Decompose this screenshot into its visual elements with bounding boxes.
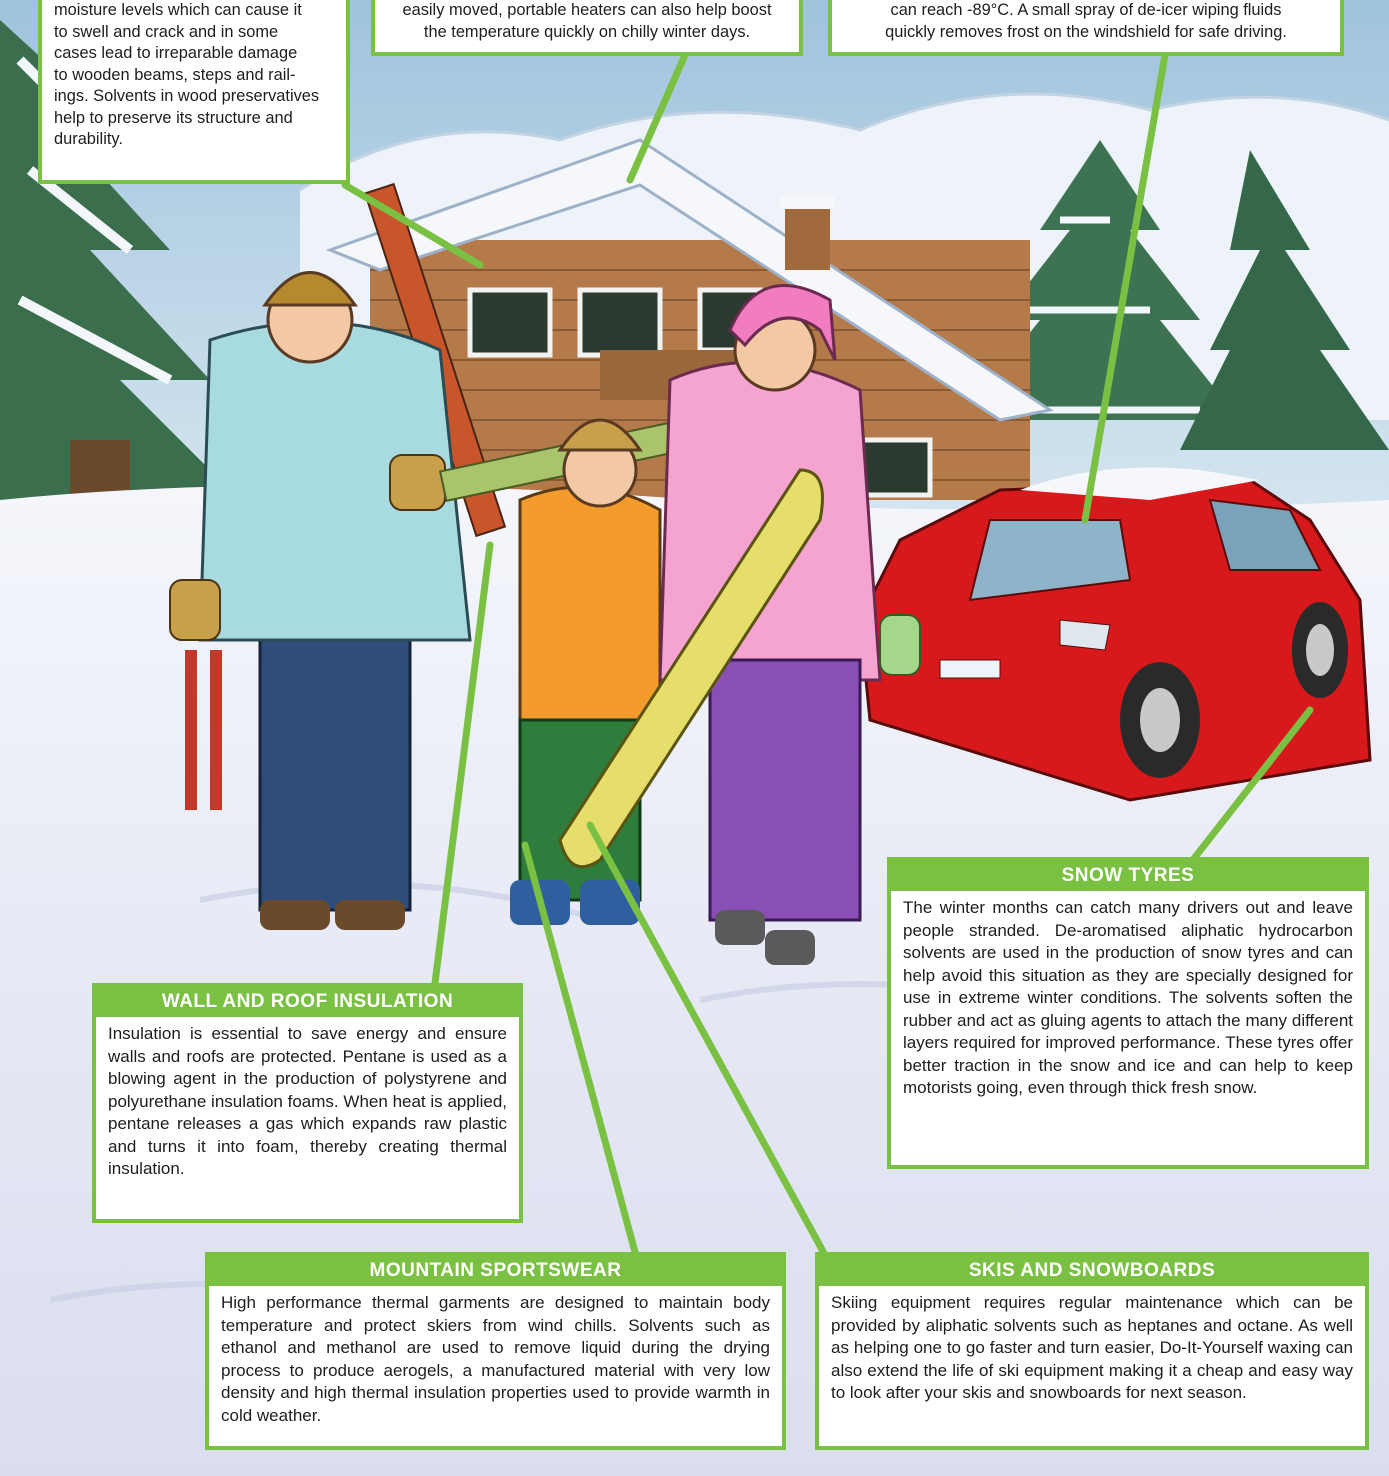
wall-roof-insulation-callout bbox=[92, 983, 523, 1223]
mountain-sportswear-text: High performance thermal garments are designed to maintain body temperature and protect skiers from wind chills. Solvents such as ethanol and methanol are used to remove liquid during the drying process to produce aerogels, a manufactured material with very low density and high thermal insulation properties used to provide warmth in cold weather. bbox=[221, 1293, 770, 1425]
wall-roof-insulation-text: Insulation is essential to save energy and ensure walls and roofs are protected. Pentane is used as a blowing agent in the production of polystyrene and polyurethane insulation foams. When heat is applied, pentane releases a gas which expands raw plastic and turns it into foam, thereby creating thermal insulation. bbox=[108, 1024, 507, 1178]
wood-preservatives-text bbox=[42, 0, 346, 157]
callout-line: durability. bbox=[54, 130, 123, 148]
callout-line: can reach -89°C. A small spray of de-icer wiping fluids bbox=[890, 1, 1282, 19]
snow-tyres-callout bbox=[887, 857, 1369, 1169]
mountain-sportswear-callout bbox=[205, 1252, 786, 1450]
callout-line: quickly removes frost on the windshield for safe driving. bbox=[885, 22, 1287, 41]
callout-line: easily moved, portable heaters can also help boost bbox=[402, 1, 772, 19]
snow-tyres-text: The winter months can catch many drivers out and leave people stranded. De-aromatised aliphatic hydrocarbon solvents are used in the production of snow tyres and can help avoid this situation as they are specially designed for use in extreme winter conditions. The solvents soften the rubber and act as gluing agents to attach the many different layers required for improved performance. These tyres offer better traction in the snow and ice and can help to keep motorists going, even through thick fresh snow. bbox=[903, 898, 1353, 1097]
callout-line: help to preserve its structure and bbox=[54, 108, 293, 127]
callout-line: ings. Solvents in wood preservatives bbox=[54, 87, 320, 105]
callout-line: to wooden beams, steps and rail- bbox=[54, 65, 296, 84]
callout-line: to swell and crack and in some bbox=[54, 22, 279, 41]
skis-snowboards-text: Skiing equipment requires regular maintenance which can be provided by aliphatic solvents such as heptanes and octane. As well as helping one to go faster and turn easier, Do-It-Yourself waxing can also extend the life of ski equipment making it a cheap and easy way to look after your skis and snowboards for next season. bbox=[831, 1293, 1353, 1402]
snow-tyres-title: SNOW TYRES bbox=[891, 861, 1365, 891]
mountain-sportswear-title: MOUNTAIN SPORTSWEAR bbox=[209, 1256, 782, 1286]
skis-snowboards-callout bbox=[815, 1252, 1369, 1450]
skis-snowboards-title: SKIS AND SNOWBOARDS bbox=[819, 1256, 1365, 1286]
callout-line: moisture levels which can cause it bbox=[54, 1, 302, 19]
callout-line: cases lead to irreparable damage bbox=[54, 44, 298, 62]
portable-heaters-text bbox=[375, 0, 799, 49]
portable-heaters-callout bbox=[371, 0, 803, 56]
de-icer-callout bbox=[828, 0, 1344, 56]
callout-line: the temperature quickly on chilly winter days. bbox=[423, 22, 751, 41]
de-icer-text bbox=[832, 0, 1340, 49]
wood-preservatives-callout bbox=[38, 0, 350, 184]
wall-roof-insulation-title: WALL AND ROOF INSULATION bbox=[96, 987, 519, 1017]
